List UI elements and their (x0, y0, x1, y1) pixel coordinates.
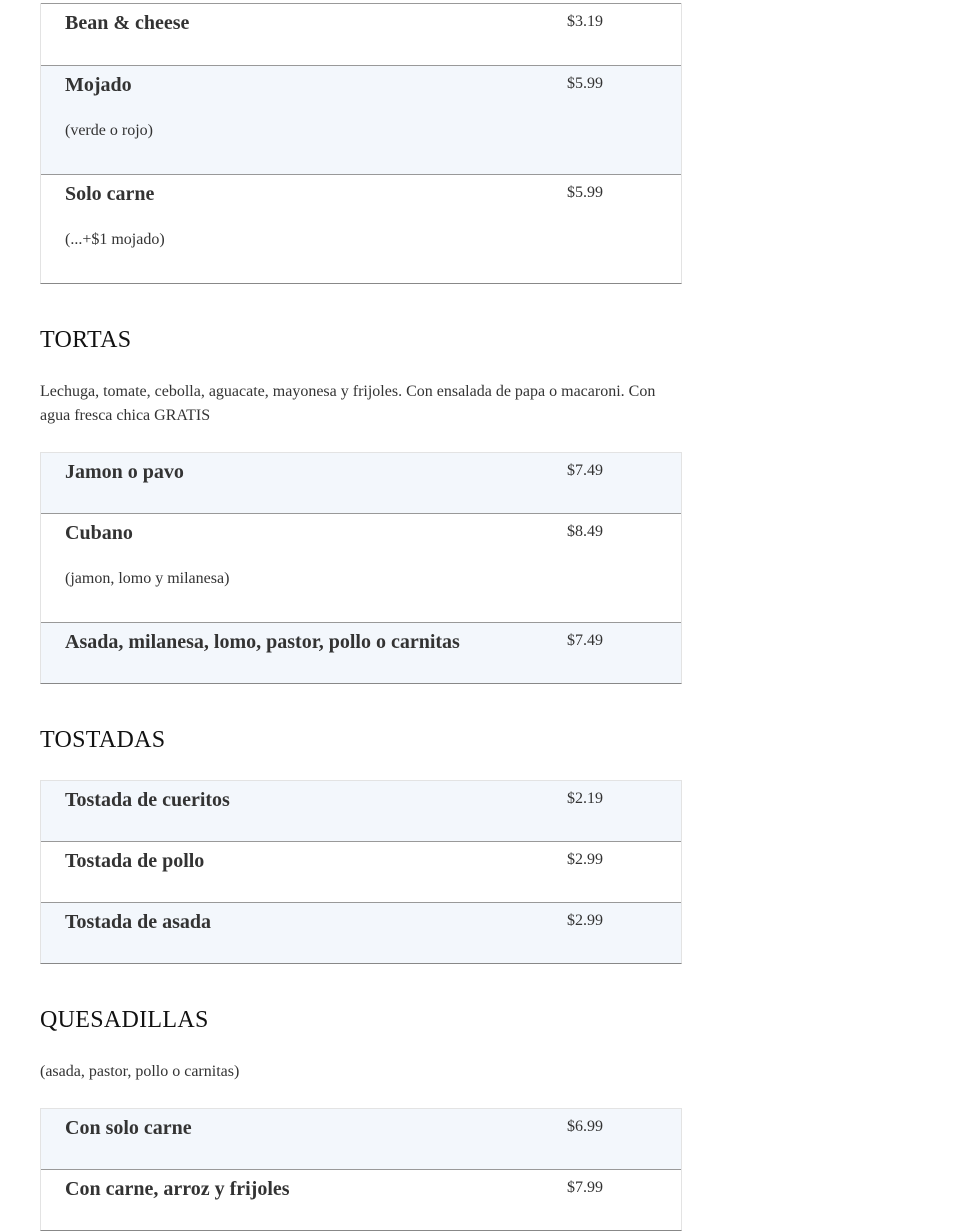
item-name: Tostada de asada (65, 911, 211, 933)
item-price: $2.19 (567, 790, 603, 807)
item-description: (...+$1 mojado) (65, 231, 165, 248)
item-price: $7.49 (567, 632, 603, 649)
menu-item[interactable] (41, 1108, 681, 1169)
item-price: $2.99 (567, 912, 603, 929)
menu-item[interactable] (41, 902, 681, 963)
menu-item[interactable] (41, 841, 681, 902)
section-title-tortas: TORTAS (40, 327, 132, 353)
section-description-quesadillas: (asada, pastor, pollo o carnitas) (40, 1063, 240, 1080)
menu-item[interactable] (41, 513, 681, 622)
item-price: $3.19 (567, 13, 603, 30)
item-list-tortas (40, 452, 682, 684)
item-name: Solo carne (65, 183, 155, 205)
item-price: $7.49 (567, 462, 603, 479)
item-list-tostadas (40, 780, 682, 964)
item-name: Asada, milanesa, lomo, pastor, pollo o carnitas (65, 631, 460, 653)
item-price: $8.49 (567, 523, 603, 540)
item-name: Tostada de pollo (65, 850, 205, 872)
menu-item[interactable] (41, 452, 681, 513)
menu-item[interactable] (41, 3, 681, 65)
menu-item[interactable] (41, 622, 681, 683)
item-description: (verde o rojo) (65, 122, 153, 139)
item-name: Con solo carne (65, 1117, 192, 1139)
item-price: $6.99 (567, 1118, 603, 1135)
item-price: $5.99 (567, 75, 603, 92)
item-name: Con carne, arroz y frijoles (65, 1178, 290, 1200)
item-name: Mojado (65, 74, 132, 96)
section-title-quesadillas: QUESADILLAS (40, 1007, 209, 1033)
item-name: Bean & cheese (65, 12, 190, 34)
menu-item[interactable] (41, 174, 681, 283)
menu-item[interactable] (41, 1169, 681, 1230)
item-list-quesadillas (40, 1108, 682, 1231)
item-price: $5.99 (567, 184, 603, 201)
item-list-burritos (40, 3, 682, 284)
item-name: Cubano (65, 522, 133, 544)
item-description: (jamon, lomo y milanesa) (65, 570, 230, 587)
section-description-tortas: Lechuga, tomate, cebolla, aguacate, mayonesa y frijoles. Con ensalada de papa o macaroni. Con agua fresca chica GRATIS (40, 383, 656, 424)
section-title-tostadas: TOSTADAS (40, 727, 166, 753)
item-name: Jamon o pavo (65, 461, 184, 483)
item-price: $2.99 (567, 851, 603, 868)
menu-item[interactable] (41, 65, 681, 174)
item-price: $7.99 (567, 1179, 603, 1196)
menu-item[interactable] (41, 780, 681, 841)
item-name: Tostada de cueritos (65, 789, 230, 811)
